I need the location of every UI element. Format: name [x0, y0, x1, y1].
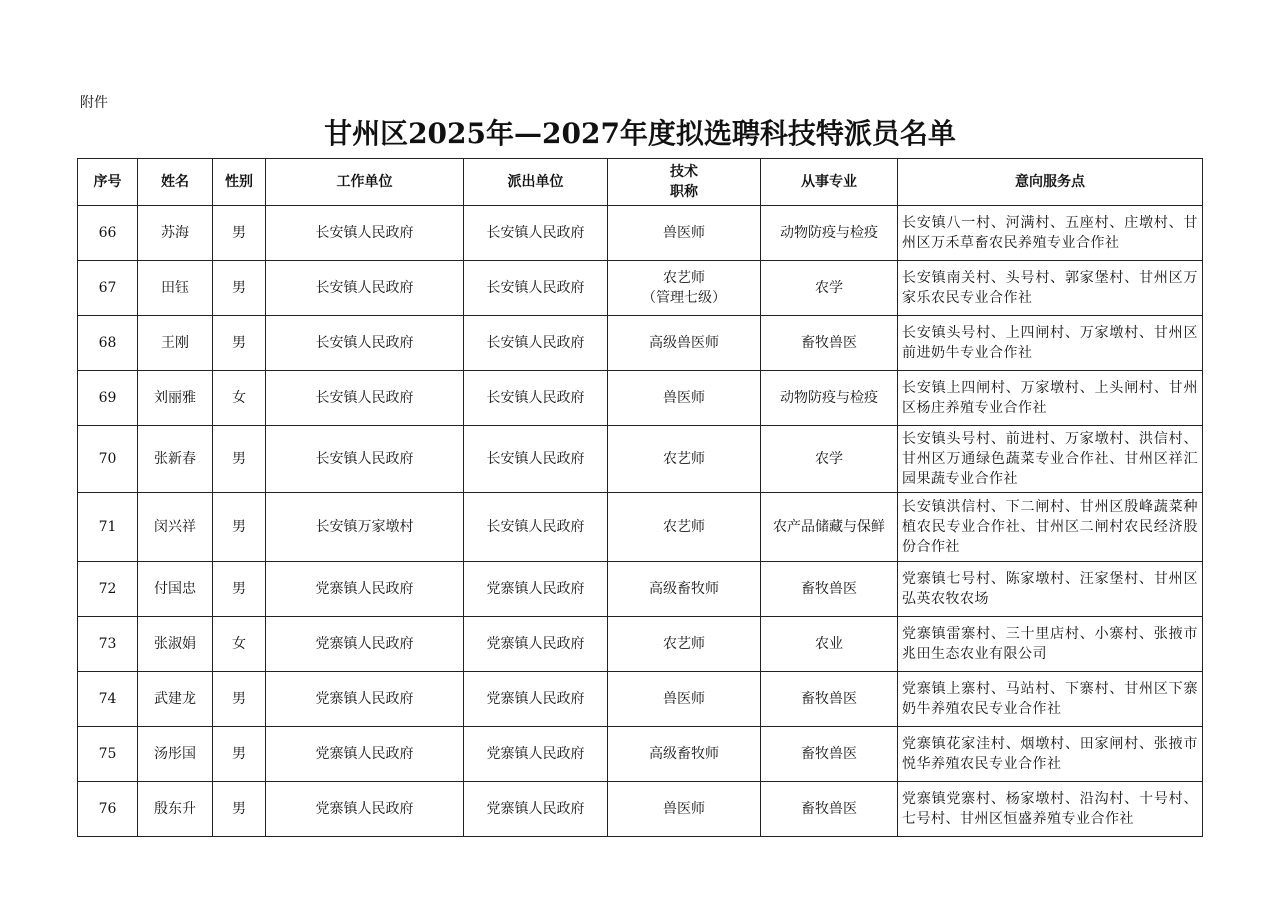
- cell-tech-title: [608, 727, 761, 782]
- header-no: 序号: [78, 159, 138, 206]
- header-tech-title-line1: 技术: [670, 164, 698, 180]
- cell-tech-title-line1: 农艺师: [663, 270, 705, 286]
- cell-tech-title-line1: 农艺师: [663, 636, 705, 652]
- cell-sex: 男: [213, 426, 266, 493]
- cell-no: 75: [78, 727, 138, 782]
- cell-major: 农业: [761, 617, 898, 672]
- cell-no: 67: [78, 261, 138, 316]
- cell-major: 畜牧兽医: [761, 672, 898, 727]
- cell-work-unit: 长安镇万家墩村: [266, 493, 464, 562]
- cell-sex: 男: [213, 261, 266, 316]
- cell-name: 付国忠: [138, 562, 213, 617]
- cell-work-unit: 长安镇人民政府: [266, 316, 464, 371]
- cell-sex: 男: [213, 206, 266, 261]
- cell-name: 闵兴祥: [138, 493, 213, 562]
- roster-table: [77, 158, 1203, 837]
- table-row: [78, 316, 1203, 371]
- cell-name: 王刚: [138, 316, 213, 371]
- cell-tech-title-line2: （管理七级）: [642, 290, 726, 306]
- cell-work-unit: 党寨镇人民政府: [266, 562, 464, 617]
- cell-dispatch-unit: 党寨镇人民政府: [464, 617, 608, 672]
- cell-service-point: 长安镇头号村、上四闸村、万家墩村、甘州区前进奶牛专业合作社: [898, 316, 1203, 371]
- table-row: [78, 727, 1203, 782]
- cell-no: 69: [78, 371, 138, 426]
- cell-major: 畜牧兽医: [761, 562, 898, 617]
- table-row: [78, 261, 1203, 316]
- attachment-label: 附件: [80, 95, 108, 111]
- cell-service-point: 长安镇头号村、前进村、万家墩村、洪信村、甘州区万通绿色蔬菜专业合作社、甘州区祥汇园果蔬专业合作社: [898, 426, 1203, 493]
- cell-sex: 男: [213, 672, 266, 727]
- cell-major: 农学: [761, 426, 898, 493]
- document-title: 甘州区2025年—2027年度拟选聘科技特派员名单: [324, 117, 956, 150]
- cell-service-point: 长安镇八一村、河满村、五座村、庄墩村、甘州区万禾草畜农民养殖专业合作社: [898, 206, 1203, 261]
- cell-no: 72: [78, 562, 138, 617]
- cell-major: 畜牧兽医: [761, 727, 898, 782]
- cell-service-point: 党寨镇七号村、陈家墩村、汪家堡村、甘州区弘英农牧农场: [898, 562, 1203, 617]
- cell-name: 张淑娟: [138, 617, 213, 672]
- header-tech-title-line2: 职称: [670, 184, 698, 200]
- cell-work-unit: 党寨镇人民政府: [266, 617, 464, 672]
- table-row: [78, 371, 1203, 426]
- cell-tech-title-line1: 农艺师: [663, 451, 705, 467]
- header-dispatch-unit: 派出单位: [464, 159, 608, 206]
- table-row: [78, 426, 1203, 493]
- header-work-unit: 工作单位: [266, 159, 464, 206]
- cell-no: 74: [78, 672, 138, 727]
- cell-tech-title: [608, 206, 761, 261]
- cell-dispatch-unit: 党寨镇人民政府: [464, 727, 608, 782]
- cell-sex: 男: [213, 493, 266, 562]
- cell-tech-title-line1: 兽医师: [663, 691, 705, 707]
- cell-tech-title: [608, 617, 761, 672]
- cell-tech-title-line1: 高级畜牧师: [649, 746, 719, 762]
- cell-service-point: 长安镇南关村、头号村、郭家堡村、甘州区万家乐农民专业合作社: [898, 261, 1203, 316]
- cell-service-point: 党寨镇党寨村、杨家墩村、沿沟村、十号村、七号村、甘州区恒盛养殖专业合作社: [898, 782, 1203, 837]
- cell-tech-title: [608, 316, 761, 371]
- table-row: [78, 617, 1203, 672]
- cell-dispatch-unit: 党寨镇人民政府: [464, 562, 608, 617]
- cell-major: 农产品储藏与保鲜: [761, 493, 898, 562]
- cell-dispatch-unit: 长安镇人民政府: [464, 316, 608, 371]
- cell-major: 畜牧兽医: [761, 316, 898, 371]
- table-row: [78, 672, 1203, 727]
- header-name: 姓名: [138, 159, 213, 206]
- cell-tech-title: [608, 562, 761, 617]
- header-tech-title: [608, 159, 761, 206]
- cell-dispatch-unit: 长安镇人民政府: [464, 206, 608, 261]
- table-row: [78, 206, 1203, 261]
- cell-service-point: 长安镇上四闸村、万家墩村、上头闸村、甘州区杨庄养殖专业合作社: [898, 371, 1203, 426]
- cell-sex: 女: [213, 617, 266, 672]
- cell-service-point: 长安镇洪信村、下二闸村、甘州区殷峰蔬菜种植农民专业合作社、甘州区二闸村农民经济股份合作社: [898, 493, 1203, 562]
- header-major: 从事专业: [761, 159, 898, 206]
- cell-dispatch-unit: 党寨镇人民政府: [464, 672, 608, 727]
- cell-sex: 男: [213, 727, 266, 782]
- cell-no: 70: [78, 426, 138, 493]
- cell-work-unit: 党寨镇人民政府: [266, 672, 464, 727]
- cell-work-unit: 长安镇人民政府: [266, 426, 464, 493]
- cell-tech-title-line1: 兽医师: [663, 225, 705, 241]
- cell-sex: 男: [213, 316, 266, 371]
- cell-work-unit: 长安镇人民政府: [266, 371, 464, 426]
- cell-dispatch-unit: 党寨镇人民政府: [464, 782, 608, 837]
- cell-no: 71: [78, 493, 138, 562]
- cell-major: 畜牧兽医: [761, 782, 898, 837]
- cell-tech-title: [608, 782, 761, 837]
- cell-tech-title-line1: 高级畜牧师: [649, 581, 719, 597]
- cell-no: 66: [78, 206, 138, 261]
- cell-service-point: 党寨镇花家洼村、烟墩村、田家闸村、张掖市悦华养殖农民专业合作社: [898, 727, 1203, 782]
- cell-sex: 女: [213, 371, 266, 426]
- cell-service-point: 党寨镇上寨村、马站村、下寨村、甘州区下寨奶牛养殖农民专业合作社: [898, 672, 1203, 727]
- cell-name: 汤彤国: [138, 727, 213, 782]
- cell-work-unit: 长安镇人民政府: [266, 206, 464, 261]
- cell-tech-title-line1: 兽医师: [663, 801, 705, 817]
- cell-major: 农学: [761, 261, 898, 316]
- cell-major: 动物防疫与检疫: [761, 371, 898, 426]
- cell-name: 殷东升: [138, 782, 213, 837]
- cell-name: 张新春: [138, 426, 213, 493]
- cell-dispatch-unit: 长安镇人民政府: [464, 261, 608, 316]
- cell-major: 动物防疫与检疫: [761, 206, 898, 261]
- roster-body: [78, 206, 1203, 837]
- header-row: [78, 159, 1203, 206]
- cell-sex: 男: [213, 782, 266, 837]
- cell-sex: 男: [213, 562, 266, 617]
- cell-name: 刘丽雅: [138, 371, 213, 426]
- cell-work-unit: 党寨镇人民政府: [266, 782, 464, 837]
- cell-no: 73: [78, 617, 138, 672]
- table-row: [78, 782, 1203, 837]
- cell-work-unit: 长安镇人民政府: [266, 261, 464, 316]
- cell-no: 68: [78, 316, 138, 371]
- cell-tech-title: [608, 261, 761, 316]
- cell-tech-title-line1: 兽医师: [663, 390, 705, 406]
- header-service-point: 意向服务点: [898, 159, 1203, 206]
- cell-tech-title-line1: 农艺师: [663, 519, 705, 535]
- cell-dispatch-unit: 长安镇人民政府: [464, 426, 608, 493]
- cell-tech-title: [608, 371, 761, 426]
- cell-tech-title: [608, 426, 761, 493]
- cell-name: 武建龙: [138, 672, 213, 727]
- cell-tech-title: [608, 493, 761, 562]
- header-sex: 性别: [213, 159, 266, 206]
- cell-no: 76: [78, 782, 138, 837]
- cell-dispatch-unit: 长安镇人民政府: [464, 371, 608, 426]
- cell-service-point: 党寨镇雷寨村、三十里店村、小寨村、张掖市兆田生态农业有限公司: [898, 617, 1203, 672]
- cell-tech-title: [608, 672, 761, 727]
- cell-work-unit: 党寨镇人民政府: [266, 727, 464, 782]
- cell-tech-title-line1: 高级兽医师: [649, 335, 719, 351]
- cell-name: 田钰: [138, 261, 213, 316]
- cell-dispatch-unit: 长安镇人民政府: [464, 493, 608, 562]
- table-row: [78, 493, 1203, 562]
- table-row: [78, 562, 1203, 617]
- cell-name: 苏海: [138, 206, 213, 261]
